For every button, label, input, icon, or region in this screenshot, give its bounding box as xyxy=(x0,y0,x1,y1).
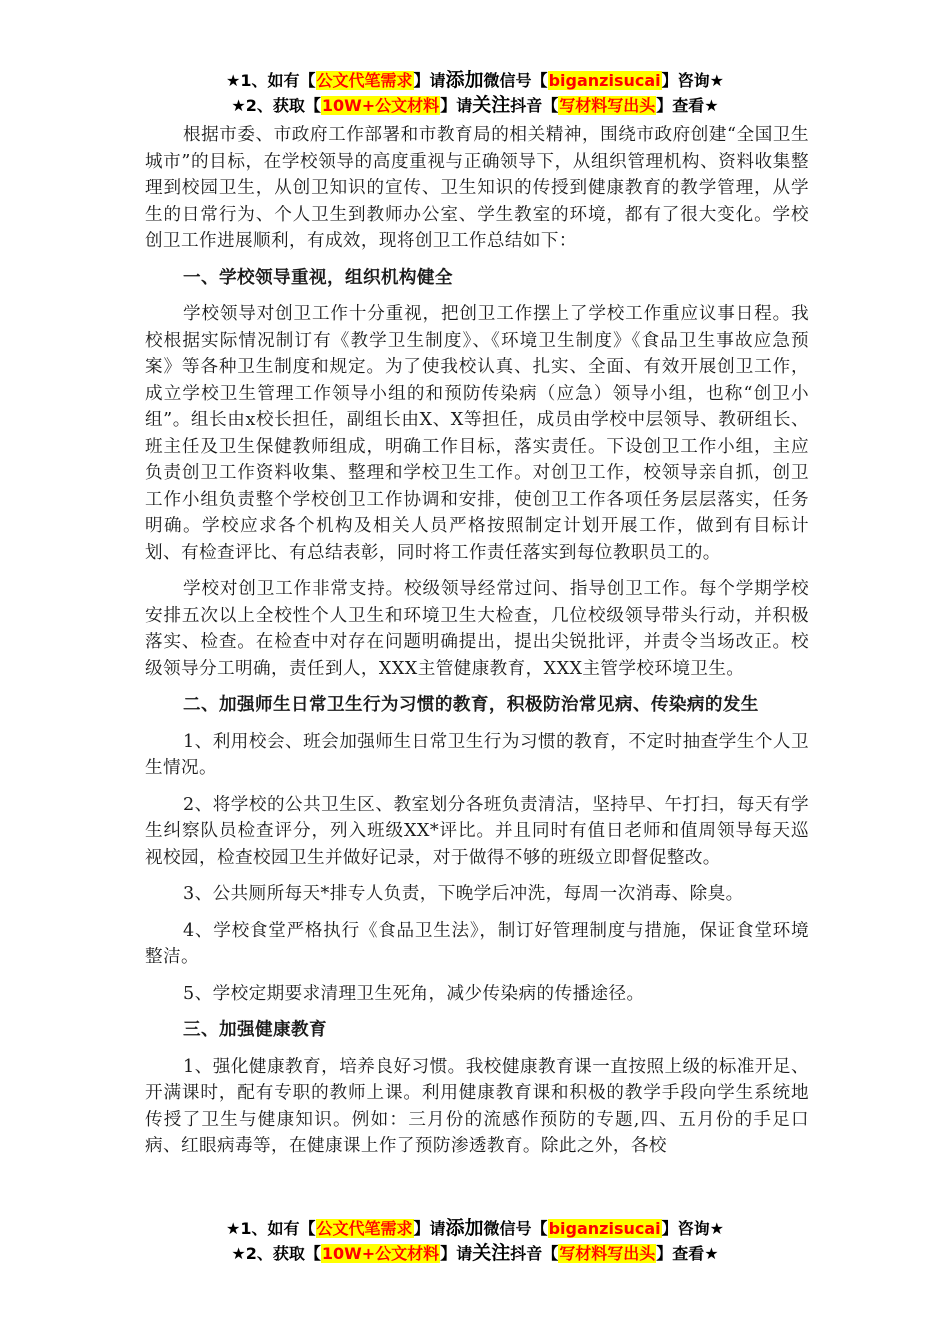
banner-highlight: 公文代笔需求 xyxy=(316,71,413,90)
banner-line-1 xyxy=(0,1216,950,1241)
intro-paragraph: 根据市委、市政府工作部署和市教育局的相关精神，围绕市政府创建“全国卫生城市”的目标，在学校领导的高度重视与正确领导下，从组织管理机构、资料收集整理到校园卫生，从创卫知识的宣传、卫生知识的传授到健康教育的教学管理，从学生的日常行为、个人卫生到教师办公室、学生教室的环境，都有了很大变化。学校创卫工作进展顺利，有成效，现将创卫工作总结如下： xyxy=(145,125,809,251)
banner-line-2 xyxy=(0,1241,950,1266)
document-body xyxy=(145,122,809,1170)
banner-text: 】查看★ xyxy=(656,96,719,115)
banner-emphasis: 添加 xyxy=(445,69,484,91)
section-heading-3: 三、加强健康教育 xyxy=(183,1020,327,1040)
banner-text: 微信号【 xyxy=(483,71,548,90)
list-item: 4、学校食堂严格执行《食品卫生法》，制订好管理制度与措施，保证食堂环境整洁。 xyxy=(145,920,809,967)
banner-wechat-id: biganzisucai xyxy=(548,1219,661,1238)
banner-text: 抖音【 xyxy=(510,96,559,115)
banner-text: 】咨询★ xyxy=(661,71,724,90)
banner-text: 】请 xyxy=(440,96,473,115)
banner-text: 】请 xyxy=(413,1219,446,1238)
banner-text: ★1、如有【 xyxy=(226,1219,316,1238)
list-item: 3、公共厕所每天*排专人负责，下晚学后冲洗，每周一次消毒、除臭。 xyxy=(183,884,744,904)
banner-line-1 xyxy=(0,68,950,93)
banner-emphasis: 添加 xyxy=(445,1217,484,1239)
bottom-banner xyxy=(0,1216,950,1266)
banner-emphasis: 关注 xyxy=(472,94,511,116)
body-paragraph: 1、强化健康教育，培养良好习惯。我校健康教育课一直按照上级的标准开足、开满课时，配有专职的教师上课。利用健康教育课和积极的教学手段向学生系统地传授了卫生与健康知识。例如：三月份的流感作预防的专题,四、五月份的手足口病、红眼病毒等，在健康课上作了预防渗透教育。除此之外，各校 xyxy=(145,1056,809,1156)
banner-text: ★2、获取【 xyxy=(231,96,321,115)
banner-text: 】请 xyxy=(413,71,446,90)
banner-douyin-id: 写材料写出头 xyxy=(559,96,656,115)
banner-emphasis: 关注 xyxy=(472,1242,511,1264)
banner-highlight: 10W+公文材料 xyxy=(321,96,440,115)
banner-text: 】请 xyxy=(440,1244,473,1263)
body-paragraph: 学校领导对创卫工作十分重视，把创卫工作摆上了学校工作重应议事日程。我校根据实际情况制订有《教学卫生制度》、《环境卫生制度》《食品卫生事故应急预案》等各种卫生制度和规定。为了使我校认真、扎实、全面、有效开展创卫工作，成立学校卫生管理工作领导小组的和预防传染病（应急）领导小组，也称“创卫小组”。组长由x校长担任，副组长由X、X等担任，成员由学校中层领导、教研组长、班主任及卫生保健教师组成，明确工作目标，落实责任。下设创卫工作小组，主应负责创卫工作资料收集、整理和学校卫生工作。对创卫工作，校领导亲自抓，创卫工作小组负责整个学校创卫工作协调和安排，使创卫工作各项任务层层落实，任务明确。学校应求各个机构及相关人员严格按照制定计划开展工作，做到有目标计划、有检查评比、有总结表彰，同时将工作责任落实到每位教职员工的。 xyxy=(145,304,809,563)
list-item: 2、将学校的公共卫生区、教室划分各班负责清洁，坚持早、午打扫，每天有学生纠察队员检查评分，列入班级XX*评比。并且同时有值日老师和值周领导每天巡视校园，检查校园卫生并做好记录，对于做得不够的班级立即督促整改。 xyxy=(145,794,809,868)
banner-text: 】查看★ xyxy=(656,1244,719,1263)
banner-text: ★1、如有【 xyxy=(226,71,316,90)
banner-text: 】咨询★ xyxy=(661,1219,724,1238)
banner-douyin-id: 写材料写出头 xyxy=(559,1244,656,1263)
banner-text: ★2、获取【 xyxy=(231,1244,321,1263)
section-heading-2: 二、加强师生日常卫生行为习惯的教育，积极防治常见病、传染病的发生 xyxy=(183,695,759,715)
list-item: 5、学校定期要求清理卫生死角，减少传染病的传播途径。 xyxy=(183,983,645,1004)
banner-wechat-id: biganzisucai xyxy=(548,71,661,90)
top-banner xyxy=(0,68,950,118)
banner-text: 抖音【 xyxy=(510,1244,559,1263)
banner-line-2 xyxy=(0,93,950,118)
banner-text: 微信号【 xyxy=(483,1219,548,1238)
body-paragraph: 学校对创卫工作非常支持。校级领导经常过问、指导创卫工作。每个学期学校安排五次以上全校性个人卫生和环境卫生大检查，几位校级领导带头行动，并积极落实、检查。在检查中对存在问题明确提出，提出尖锐批评，并责令当场改正。校级领导分工明确，责任到人，XXX主管健康教育，XXX主管学校环境卫生。 xyxy=(145,579,809,679)
section-heading-1: 一、学校领导重视，组织机构健全 xyxy=(183,267,453,288)
list-item: 1、利用校会、班会加强师生日常卫生行为习惯的教育，不定时抽查学生个人卫生情况。 xyxy=(145,731,809,778)
banner-highlight: 公文代笔需求 xyxy=(316,1219,413,1238)
banner-highlight: 10W+公文材料 xyxy=(321,1244,440,1263)
